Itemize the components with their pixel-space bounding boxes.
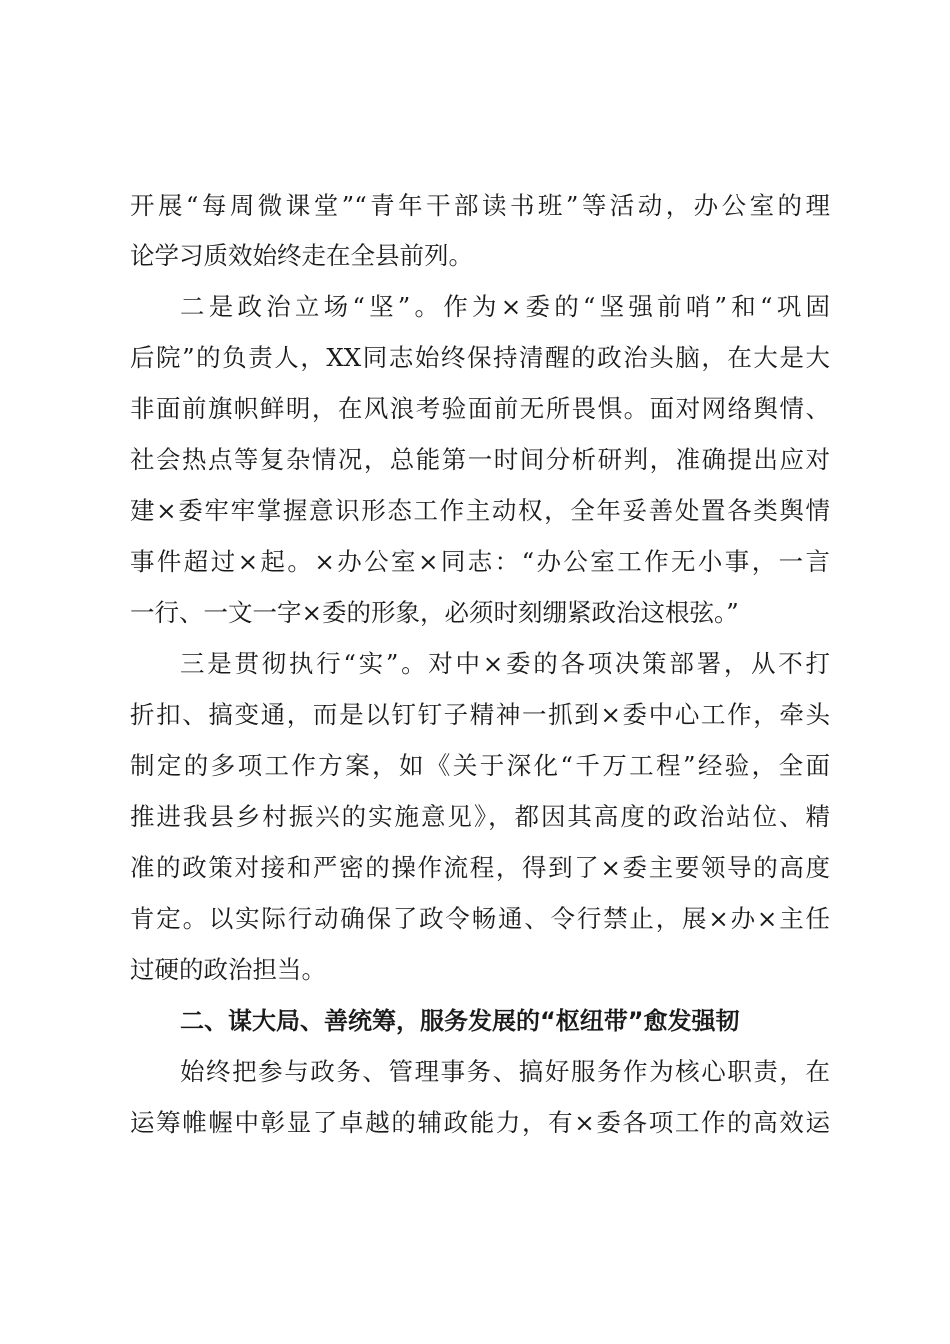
paragraph-3-line-1: 三是贯彻执行“实”。对中×委的各项决策部署，从不打 [180, 649, 830, 678]
paragraph-1-line-2: 论学习质效始终走在全县前列。 [130, 241, 473, 270]
paragraph-2-line-1: 二是政治立场“坚”。作为×委的“坚强前哨”和“巩固 [180, 292, 830, 321]
paragraph-2-line-5: 建×委牢牢掌握意识形态工作主动权，全年妥善处置各类舆情 [130, 496, 830, 525]
paragraph-3-line-4: 推进我县乡村振兴的实施意见》，都因其高度的政治站位、精 [130, 802, 830, 831]
paragraph-2-line-6: 事件超过×起。×办公室×同志：“办公室工作无小事，一言 [130, 547, 830, 576]
paragraph-3-line-7: 过硬的政治担当。 [130, 955, 326, 984]
paragraph-3-line-6: 肯定。以实际行动确保了政令畅通、令行禁止，展×办×主任 [130, 904, 830, 933]
paragraph-4-line-1: 始终把参与政务、管理事务、搞好服务作为核心职责，在 [180, 1057, 830, 1086]
paragraph-2-line-2: 后院”的负责人，XX同志始终保持清醒的政治头脑，在大是大 [130, 343, 830, 372]
paragraph-3-line-5: 准的政策对接和严密的操作流程，得到了×委主要领导的高度 [130, 853, 830, 882]
paragraph-3-line-2: 折扣、搞变通，而是以钉钉子精神一抓到×委中心工作，牵头 [130, 700, 830, 729]
paragraph-2-line-3: 非面前旗帜鲜明，在风浪考验面前无所畏惧。面对网络舆情、 [130, 394, 830, 423]
paragraph-1-line-1: 开展“每周微课堂”“青年干部读书班”等活动，办公室的理 [130, 191, 830, 220]
paragraph-2-line-4: 社会热点等复杂情况，总能第一时间分析研判，准确提出应对 [130, 445, 830, 474]
paragraph-3-line-3: 制定的多项工作方案，如《关于深化“千万工程”经验，全面 [130, 751, 830, 780]
paragraph-2-line-7: 一行、一文一字×委的形象，必须时刻绷紧政治这根弦。” [130, 598, 739, 627]
paragraph-4-line-2: 运筹帷幄中彰显了卓越的辅政能力，有×委各项工作的高效运 [130, 1108, 830, 1137]
section-heading: 二、谋大局、善统筹，服务发展的“枢纽带”愈发强韧 [180, 1007, 740, 1035]
